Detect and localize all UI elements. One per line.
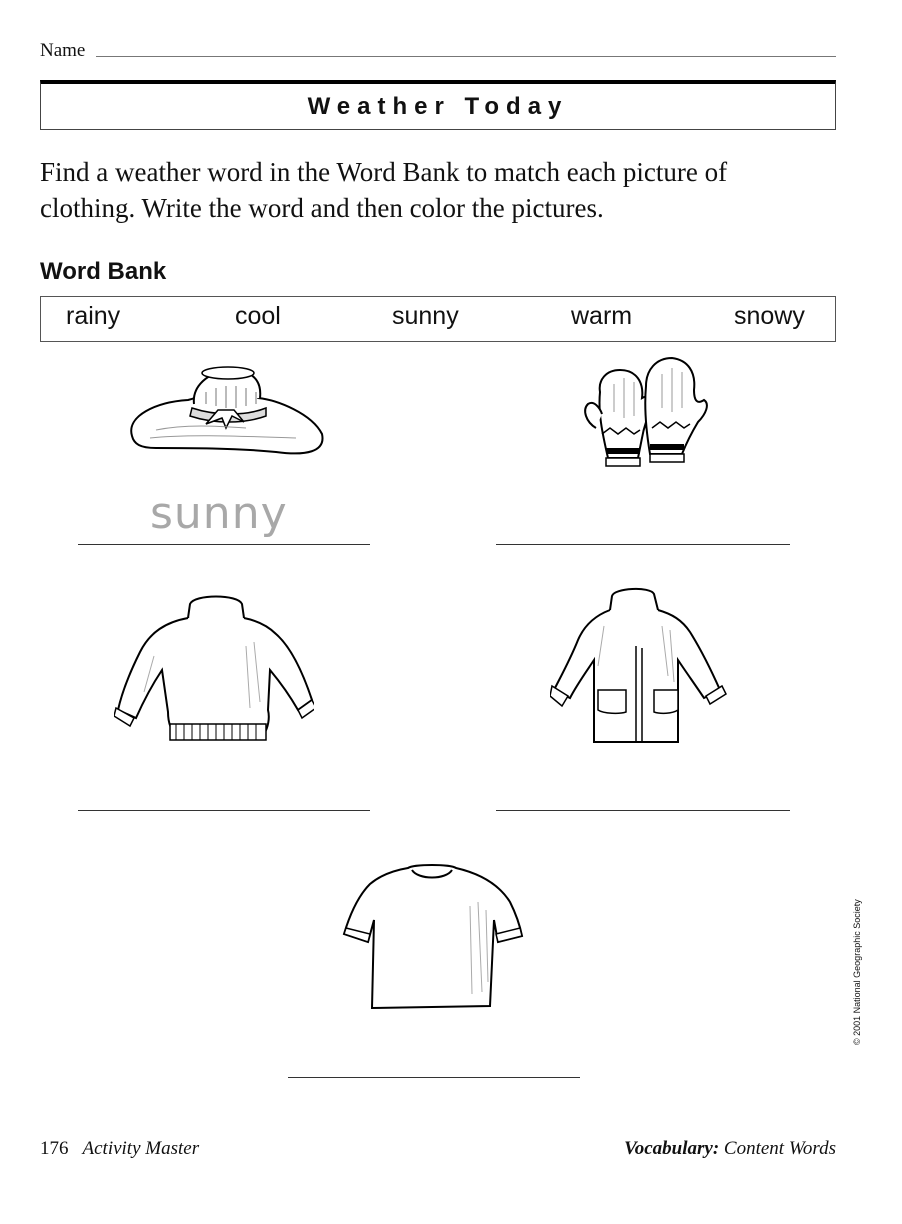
- page-title: Weather Today: [307, 92, 569, 120]
- word-bank-heading: Word Bank: [40, 258, 167, 285]
- word-bank-word: rainy: [66, 302, 121, 330]
- instructions-line-1: Find a weather word in the Word Bank to match each picture of: [40, 157, 728, 187]
- word-bank-word: sunny: [392, 302, 459, 330]
- copyright-notice: © 2001 National Geographic Society: [852, 899, 862, 1045]
- footer-subcategory: Content Words: [723, 1138, 836, 1159]
- tshirt-icon: [342, 862, 524, 1012]
- name-label: Name: [40, 40, 86, 61]
- answer-line-raincoat[interactable]: [496, 810, 790, 811]
- name-field[interactable]: [96, 56, 836, 57]
- word-bank-word: warm: [571, 302, 633, 330]
- footer-left: [40, 1138, 199, 1160]
- answer-line-tshirt[interactable]: [288, 1077, 580, 1078]
- answer-line-sun-hat[interactable]: [78, 544, 370, 545]
- word-bank-word: cool: [235, 302, 281, 330]
- raincoat-icon: [550, 586, 730, 746]
- footer-activity-label: Activity Master: [82, 1138, 200, 1159]
- title-banner: [40, 80, 836, 130]
- instructions-line-2: clothing. Write the word and then color the pictures.: [40, 193, 604, 223]
- mittens-icon: [578, 352, 712, 476]
- sweater-icon: [114, 592, 314, 744]
- footer-right: [624, 1138, 836, 1160]
- page-number: 176: [40, 1138, 69, 1159]
- answer-line-sweater[interactable]: [78, 810, 370, 811]
- footer-category: Vocabulary:: [624, 1138, 720, 1159]
- instructions: [40, 154, 840, 226]
- sample-answer: sunny: [150, 488, 288, 539]
- word-bank-word: snowy: [734, 302, 805, 330]
- sun-hat-icon: [126, 364, 326, 464]
- answer-line-mittens[interactable]: [496, 544, 790, 545]
